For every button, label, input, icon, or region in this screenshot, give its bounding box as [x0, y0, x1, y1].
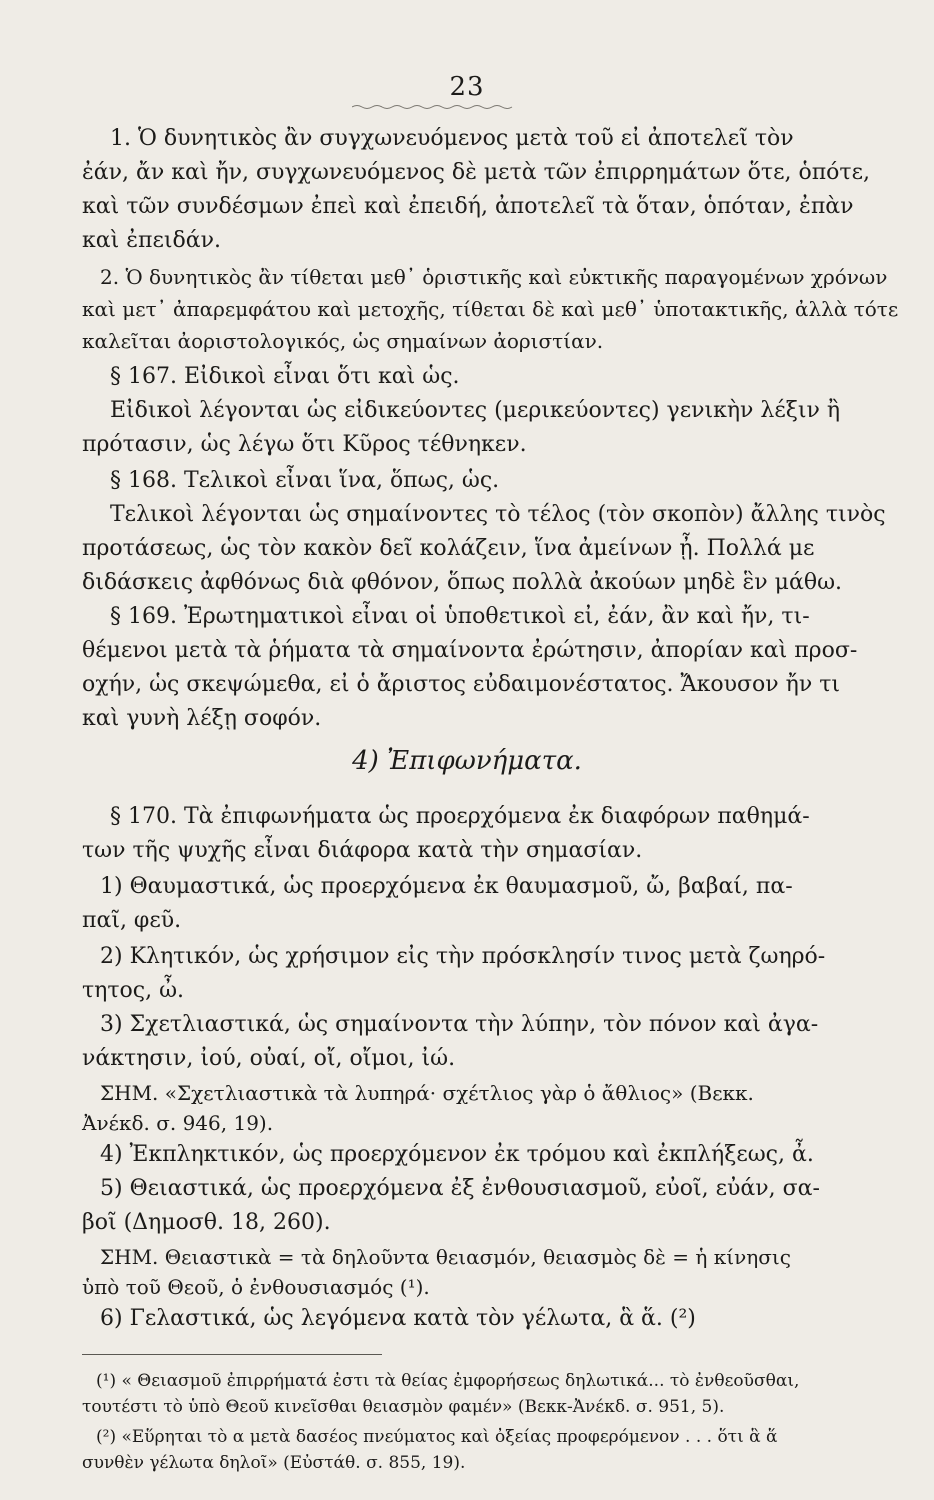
text-line: 1. Ὁ δυνητικὸς ἂν συγχωνευόμενος μετὰ τοῦ εἰ ἀποτελεῖ τὸν — [110, 126, 794, 151]
footnote-2-cont: συνθὲν γέλωτα δηλοῖ» (Εὐστάθ. σ. 855, 19). — [82, 1453, 466, 1473]
list-item: 5) Θειαστικά, ὡς προερχόμενα ἐξ ἐνθουσιασμοῦ, εὐοῖ, εὐάν, σα- — [100, 1176, 820, 1201]
section-170: § 170. Τὰ ἐπιφωνήματα ὡς προερχόμενα ἐκ διαφόρων παθημά- — [110, 804, 810, 829]
text-line: τητος, ὦ. — [82, 978, 185, 1003]
list-item: 6) Γελαστικά, ὡς λεγόμενα κατὰ τὸν γέλωτα, ἃ ἅ. (²) — [100, 1306, 696, 1331]
text-line: 2. Ὁ δυνητικὸς ἂν τίθεται μεθ᾽ ὁριστικῆς καὶ εὐκτικῆς παραγομένων χρόνων — [100, 265, 888, 289]
text-line: παῖ, φεῦ. — [82, 908, 182, 933]
text-line: των τῆς ψυχῆς εἶναι διάφορα κατὰ τὴν σημασίαν. — [82, 838, 643, 863]
text-line: καὶ ἐπειδάν. — [82, 228, 221, 253]
list-item: 3) Σχετλιαστικά, ὡς σημαίνοντα τὴν λύπην, τὸν πόνον καὶ ἀγα- — [100, 1012, 819, 1037]
footnote-1-cont: τουτέστι τὸ ὑπὸ Θεοῦ κινεῖσθαι θειασμὸν φαμέν» (Βεκκ-Ἀνέκδ. σ. 951, 5). — [82, 1397, 725, 1417]
lower-block — [0, 1174, 934, 1500]
text-line: πρότασιν, ὡς λέγω ὅτι Κῦρος τέθνηκεν. — [82, 432, 527, 457]
text-line: Εἰδικοὶ λέγονται ὡς εἰδικεύοντες (μερικεύοντες) γενικὴν λέξιν ἢ — [110, 398, 841, 423]
footnote-1: (¹) « Θειασμοῦ ἐπιρρήματά ἐστι τὰ θείας ἐμφορήσεως δηλωτικά... τὸ ἐνθεοῦσθαι, — [96, 1371, 800, 1391]
text-line: θέμενοι μετὰ τὰ ῥήματα τὰ σημαίνοντα ἐρώτησιν, ἀπορίαν καὶ προσ- — [82, 638, 858, 663]
note-line: ΣΗΜ. «Σχετλιαστικὰ τὰ λυπηρά· σχέτλιος γὰρ ὁ ἄθλιος» (Βεκκ. — [100, 1081, 754, 1105]
note-line: Ἀνέκδ. σ. 946, 19). — [82, 1111, 274, 1135]
text-line: διδάσκεις ἀφθόνως διὰ φθόνον, ὅπως πολλὰ ἀκούων μηδὲ ἓν μάθω. — [82, 570, 843, 595]
text-line: νάκτησιν, ἰού, οὐαί, οἴ, οἴμοι, ἰώ. — [82, 1046, 456, 1071]
text-line: οχήν, ὡς σκεψώμεθα, εἰ ὁ ἄριστος εὐδαιμονέστατος. Ἄκουσον ἤν τι — [82, 672, 841, 697]
list-item: 2) Κλητικόν, ὡς χρήσιμον εἰς τὴν πρόσκλησίν τινος μετὰ ζωηρό- — [100, 944, 826, 969]
section-167: § 167. Εἰδικοὶ εἶναι ὅτι καὶ ὡς. — [110, 364, 460, 389]
text-line: καὶ τῶν συνδέσμων ἐπεὶ καὶ ἐπειδή, ἀποτελεῖ τὰ ὅταν, ὁπόταν, ἐπὰν — [82, 194, 854, 219]
text-line: προτάσεως, ὡς τὸν κακὸν δεῖ κολάζειν, ἵνα ἀμείνων ᾖ. Πολλά με — [82, 536, 815, 561]
text-line: καὶ μετ᾽ ἀπαρεμφάτου καὶ μετοχῆς, τίθεται δὲ καὶ μεθ᾽ ὑποτακτικῆς, ἀλλὰ τότε — [82, 297, 899, 321]
text-line: καλεῖται ἀοριστολογικός, ὡς σημαίνων ἀοριστίαν. — [82, 329, 604, 353]
text-line: βοῖ (Δημοσθ. 18, 260). — [82, 1210, 331, 1235]
list-item: 1) Θαυμαστικά, ὡς προερχόμενα ἐκ θαυμασμοῦ, ὤ, βαβαί, πα- — [100, 874, 793, 899]
footnote-rule — [82, 1354, 382, 1355]
section-169: § 169. Ἐρωτηματικοὶ εἶναι οἱ ὑποθετικοὶ εἰ, ἐάν, ἂν καὶ ἤν, τι- — [110, 604, 810, 629]
page-number: 23 — [449, 72, 485, 102]
note-line: ὑπὸ τοῦ Θεοῦ, ὁ ἐνθουσιασμός (¹). — [82, 1275, 430, 1299]
footnote-2: (²) «Εὕρηται τὸ α μετὰ δασέος πνεύματος καὶ ὀξείας προφερόμενον . . . ὅτι ἃ ἅ — [96, 1427, 778, 1447]
note-line: ΣΗΜ. Θειαστικὰ = τὰ δηλοῦντα θειασμόν, θειασμὸς δὲ = ἡ κίνησις — [100, 1245, 791, 1269]
text-line: ἐάν, ἄν καὶ ἤν, συγχωνευόμενος δὲ μετὰ τῶν ἐπιρρημάτων ὅτε, ὁπότε, — [82, 160, 870, 185]
text-line: καὶ γυνὴ λέξῃ σοφόν. — [82, 706, 322, 731]
list-item: 4) Ἐκπληκτικόν, ὡς προερχόμενον ἐκ τρόμου καὶ ἐκπλήξεως, ἆ. — [100, 1142, 814, 1167]
text-line: Τελικοὶ λέγονται ὡς σημαίνοντες τὸ τέλος (τὸν σκοπὸν) ἄλλης τινὸς — [110, 502, 886, 527]
ornamental-rule-icon — [352, 104, 514, 112]
section-heading: 4) Ἐπιφωνήματα. — [352, 746, 582, 776]
section-168: § 168. Τελικοὶ εἶναι ἵνα, ὅπως, ὡς. — [110, 468, 500, 493]
